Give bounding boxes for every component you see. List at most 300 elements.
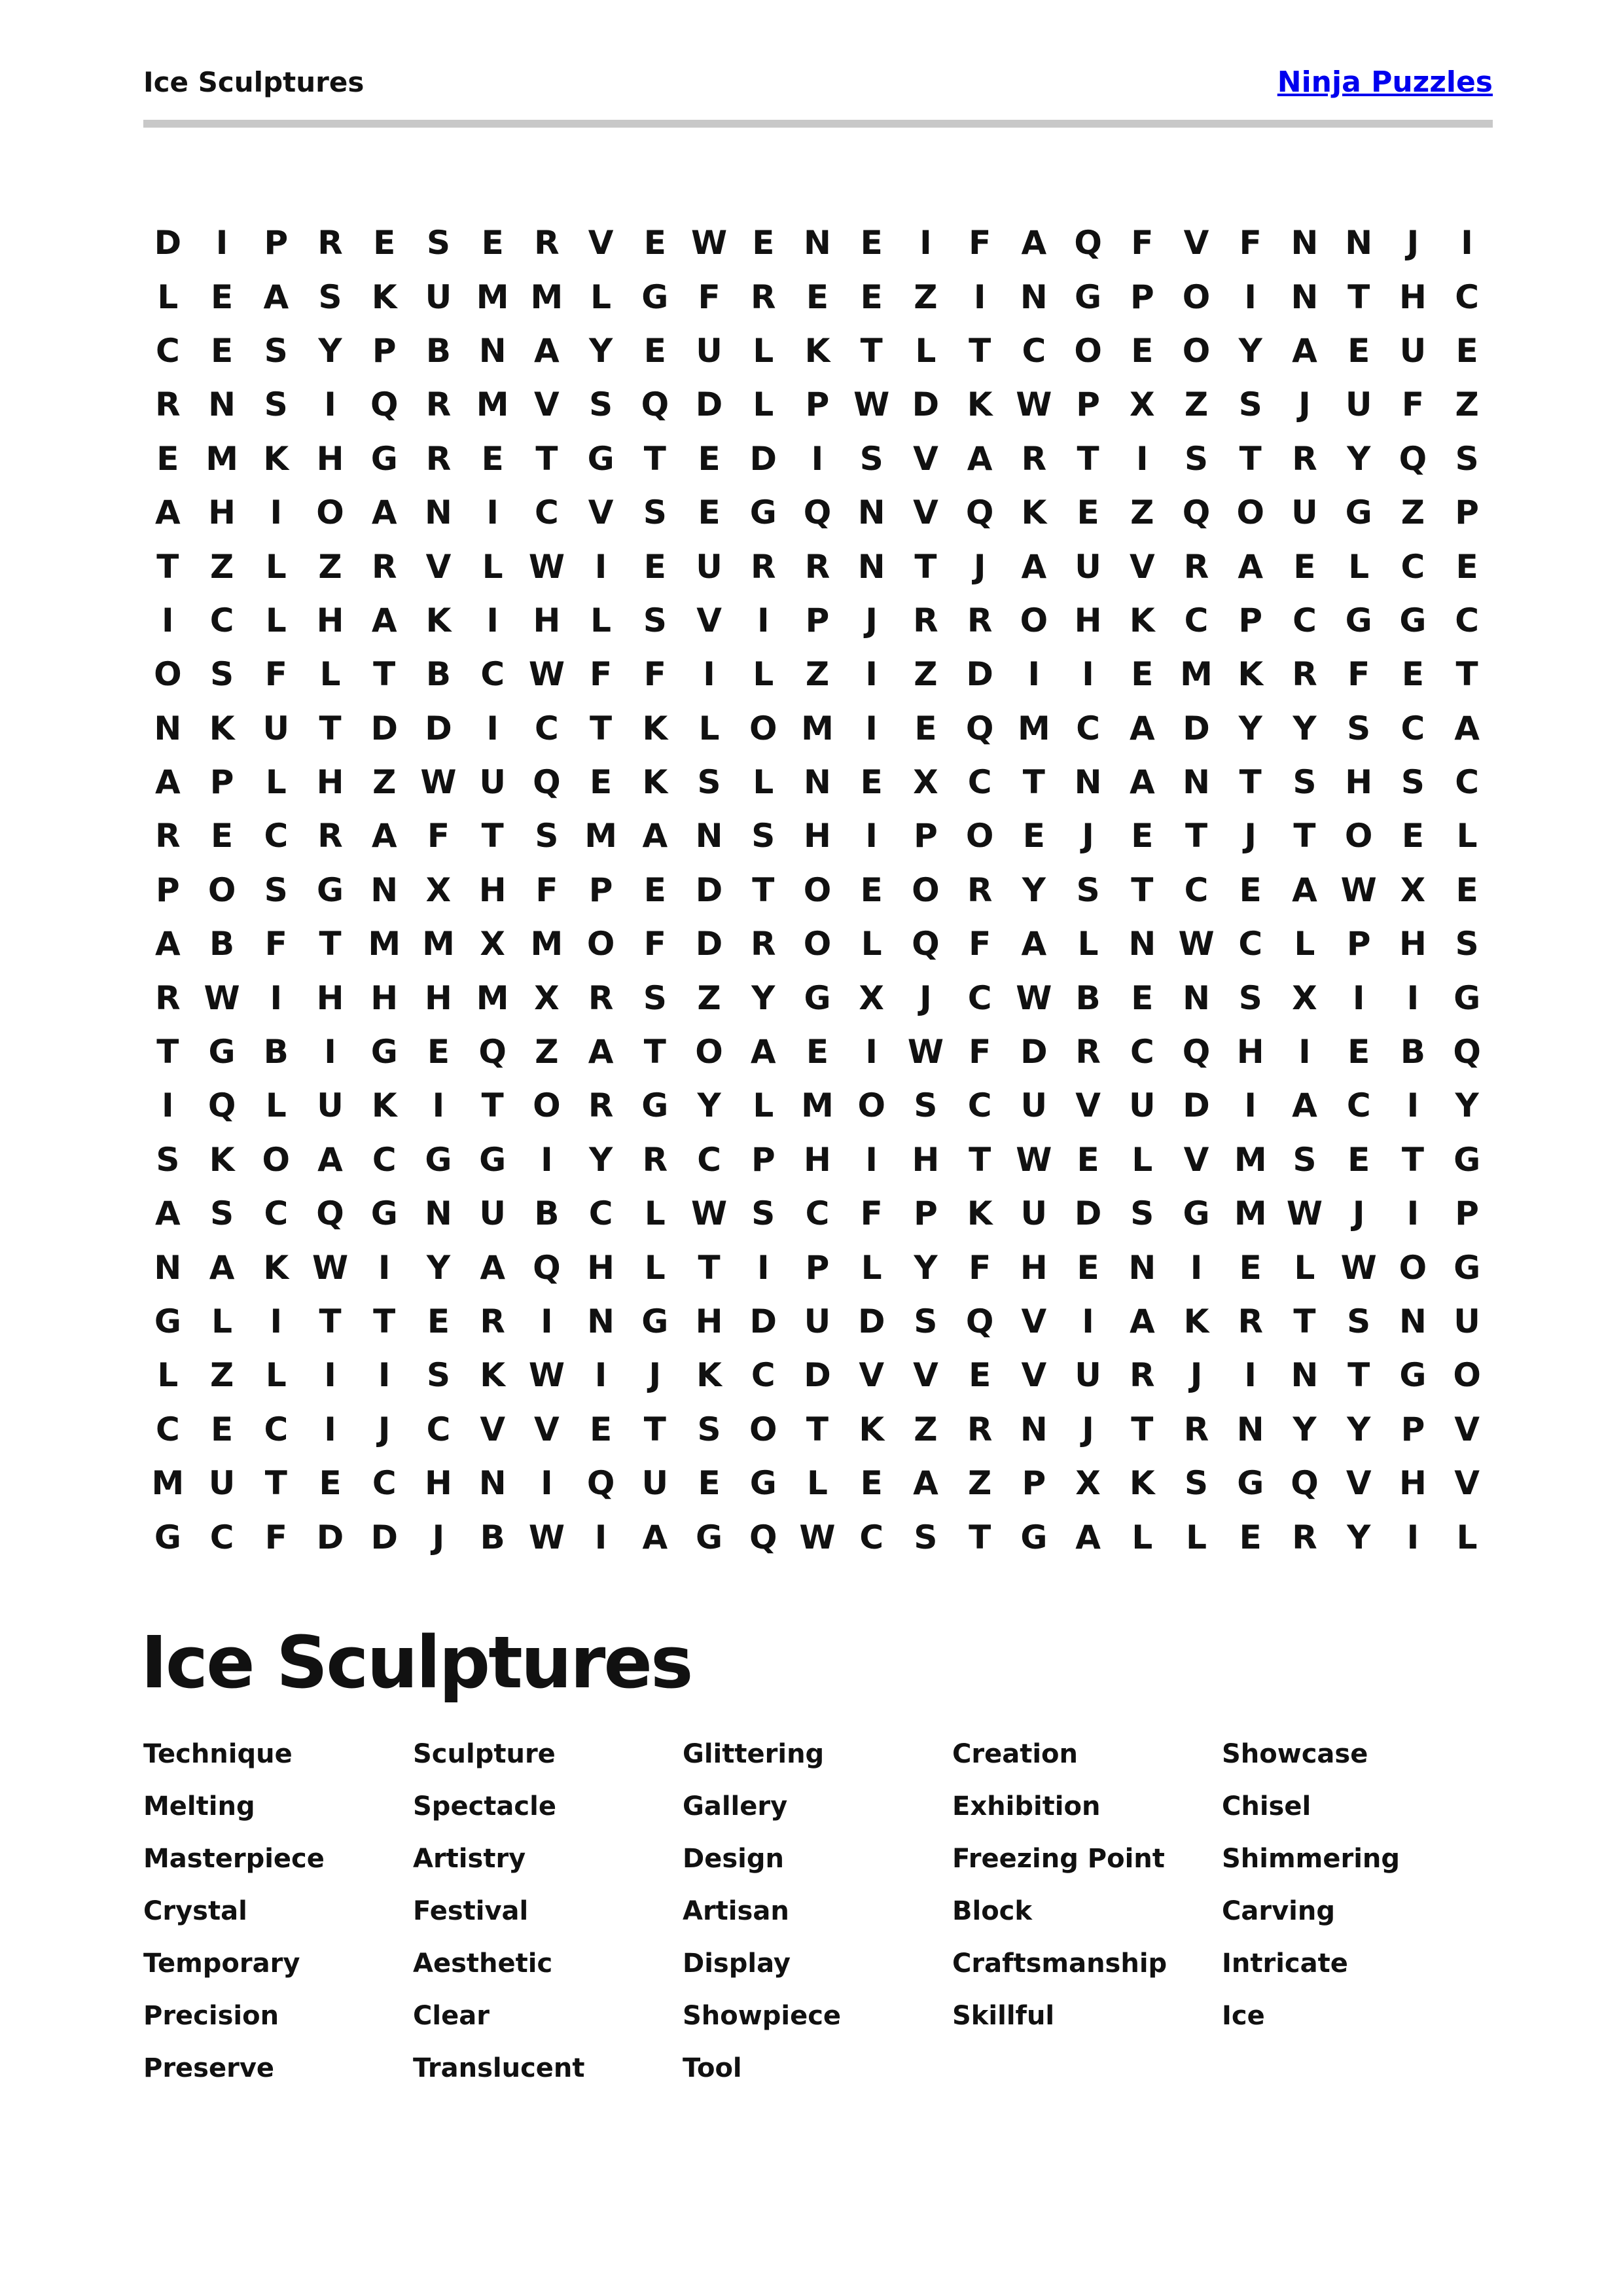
grid-cell: H: [1399, 278, 1427, 316]
grid-cell: J: [919, 978, 932, 1017]
grid-cell: R: [967, 601, 993, 639]
grid-cell: G: [154, 1518, 181, 1556]
grid-cell: U: [1291, 493, 1318, 532]
grid-cell: B: [425, 655, 452, 694]
grid-cell: M: [801, 709, 834, 747]
grid-cell: K: [1021, 493, 1047, 532]
grid-cell: G: [587, 439, 615, 478]
grid-cell: M: [368, 925, 401, 963]
grid-cell: H: [316, 439, 344, 478]
grid-cell: I: [1298, 1033, 1311, 1071]
grid-cell: A: [155, 763, 181, 802]
grid-cell: C: [588, 1194, 613, 1233]
grid-cell: I: [865, 655, 878, 694]
grid-cell: C: [1455, 601, 1479, 639]
grid-cell: X: [1130, 386, 1155, 424]
grid-cell: R: [1021, 439, 1047, 478]
grid-cell: I: [270, 493, 283, 532]
grid-cell: E: [1347, 331, 1370, 370]
grid-cell: T: [1455, 655, 1478, 694]
grid-cell: T: [1239, 439, 1262, 478]
grid-cell: T: [481, 817, 504, 855]
grid-cell: Q: [965, 709, 994, 747]
grid-cell: D: [857, 1302, 885, 1340]
word-column: [1222, 1728, 1491, 2094]
grid-cell: C: [1184, 601, 1209, 639]
grid-cell: G: [749, 493, 777, 532]
grid-cell: I: [324, 1033, 336, 1071]
grid-cell: G: [696, 1518, 723, 1556]
grid-cell: P: [805, 601, 830, 639]
grid-cell: V: [1129, 547, 1155, 586]
grid-cell: L: [1132, 1140, 1153, 1179]
grid-cell: K: [371, 1086, 397, 1125]
grid-cell: H: [370, 978, 399, 1017]
word-list: [143, 1728, 1505, 2094]
grid-cell: K: [804, 331, 830, 370]
grid-cell: F: [643, 655, 666, 694]
word-item: Display: [683, 1948, 791, 1979]
grid-cell: T: [698, 1248, 721, 1287]
grid-cell: Y: [318, 331, 342, 370]
grid-cell: Q: [533, 1248, 561, 1287]
grid-cell: A: [263, 278, 289, 316]
word-item: Sculpture: [413, 1739, 556, 1769]
grid-row: [141, 1348, 1494, 1402]
grid-cell: K: [1129, 601, 1155, 639]
grid-cell: V: [1021, 1356, 1047, 1395]
grid-cell: Y: [1022, 870, 1046, 909]
grid-cell: R: [1075, 1033, 1101, 1071]
grid-cell: A: [1021, 925, 1047, 963]
grid-row: [141, 1240, 1494, 1294]
grid-cell: N: [208, 386, 236, 424]
grid-cell: Z: [1184, 386, 1209, 424]
grid-cell: W: [1340, 870, 1377, 909]
grid-cell: G: [370, 1194, 398, 1233]
grid-cell: K: [209, 1140, 235, 1179]
grid-cell: J: [432, 1518, 445, 1556]
grid-cell: L: [1077, 925, 1099, 963]
grid-cell: N: [1020, 1410, 1048, 1448]
grid-row: [141, 647, 1494, 701]
grid-cell: L: [698, 709, 720, 747]
grid-cell: C: [967, 763, 992, 802]
grid-cell: W: [907, 1033, 944, 1071]
word-item: Artisan: [683, 1896, 789, 1926]
grid-cell: H: [425, 1464, 452, 1503]
grid-cell: T: [1293, 817, 1316, 855]
grid-cell: S: [318, 278, 342, 316]
grid-cell: G: [1399, 601, 1427, 639]
grid-cell: U: [1399, 331, 1427, 370]
grid-cell: E: [319, 1464, 342, 1503]
grid-cell: U: [1075, 1356, 1101, 1395]
grid-cell: A: [371, 601, 397, 639]
grid-cell: G: [425, 1140, 452, 1179]
grid-cell: K: [209, 709, 235, 747]
grid-cell: Y: [751, 978, 776, 1017]
word-item: Freezing Point: [952, 1844, 1165, 1874]
grid-cell: O: [695, 1033, 723, 1071]
grid-row: [141, 432, 1494, 486]
grid-cell: U: [1020, 1194, 1048, 1233]
grid-cell: D: [695, 925, 723, 963]
grid-cell: A: [371, 493, 397, 532]
grid-cell: E: [643, 870, 666, 909]
grid-cell: G: [479, 1140, 507, 1179]
grid-cell: Y: [914, 1248, 938, 1287]
grid-cell: N: [478, 1464, 507, 1503]
grid-cell: L: [753, 1086, 774, 1125]
grid-cell: E: [427, 1033, 450, 1071]
grid-cell: A: [750, 1033, 776, 1071]
grid-cell: O: [1453, 1356, 1481, 1395]
grid-cell: A: [1129, 1302, 1155, 1340]
grid-cell: T: [643, 1410, 666, 1448]
grid-cell: I: [486, 601, 499, 639]
grid-cell: P: [1455, 1194, 1479, 1233]
word-item: Showpiece: [683, 2001, 842, 2031]
grid-cell: Y: [426, 1248, 451, 1287]
grid-cell: A: [967, 439, 993, 478]
grid-cell: F: [969, 224, 991, 262]
grid-cell: C: [426, 1410, 451, 1448]
grid-cell: I: [1027, 655, 1041, 694]
grid-cell: Z: [372, 763, 397, 802]
grid-cell: S: [535, 817, 559, 855]
grid-cell: W: [799, 1518, 836, 1556]
grid-cell: H: [425, 978, 452, 1017]
grid-cell: R: [1130, 1356, 1155, 1395]
grid-cell: Q: [1182, 493, 1211, 532]
grid-cell: V: [425, 547, 452, 586]
grid-cell: E: [590, 1410, 613, 1448]
grid-cell: A: [1129, 709, 1155, 747]
grid-row: [141, 1187, 1494, 1240]
grid-cell: G: [804, 978, 831, 1017]
grid-cell: Y: [589, 1140, 613, 1179]
grid-cell: I: [594, 1518, 607, 1556]
grid-cell: R: [804, 547, 830, 586]
grid-cell: E: [211, 278, 234, 316]
grid-row: [141, 1079, 1494, 1132]
grid-cell: I: [757, 1248, 770, 1287]
grid-cell: C: [1455, 278, 1479, 316]
grid-cell: D: [154, 224, 182, 262]
grid-cell: I: [486, 709, 499, 747]
grid-cell: D: [1183, 1086, 1210, 1125]
grid-cell: Q: [207, 1086, 236, 1125]
grid-cell: A: [642, 817, 668, 855]
grid-cell: I: [1082, 655, 1094, 694]
word-column: [952, 1728, 1222, 2094]
grid-cell: S: [426, 224, 450, 262]
grid-cell: I: [270, 1302, 283, 1340]
grid-cell: H: [208, 493, 236, 532]
grid-cell: E: [156, 439, 179, 478]
grid-cell: X: [1292, 978, 1317, 1017]
grid-cell: I: [541, 1140, 553, 1179]
grid-cell: M: [151, 1464, 185, 1503]
grid-cell: I: [1352, 978, 1365, 1017]
grid-cell: P: [805, 386, 830, 424]
grid-cell: E: [1131, 655, 1154, 694]
grid-cell: D: [370, 709, 398, 747]
grid-cell: P: [588, 870, 613, 909]
grid-cell: R: [317, 817, 343, 855]
grid-cell: T: [643, 1033, 666, 1071]
ninja-puzzles-link[interactable]: Ninja Puzzles: [1277, 65, 1493, 99]
grid-cell: K: [642, 763, 668, 802]
grid-cell: S: [210, 1194, 234, 1233]
grid-cell: Q: [1453, 1033, 1481, 1071]
grid-cell: W: [1016, 978, 1052, 1017]
grid-cell: L: [265, 601, 287, 639]
grid-row: [141, 270, 1494, 323]
grid-cell: E: [1455, 870, 1478, 909]
grid-cell: L: [482, 547, 503, 586]
word-item: Glittering: [683, 1739, 825, 1769]
grid-cell: K: [263, 439, 289, 478]
grid-cell: E: [860, 278, 883, 316]
grid-cell: U: [479, 763, 506, 802]
grid-cell: I: [1082, 1302, 1094, 1340]
grid-cell: C: [264, 1194, 289, 1233]
grid-cell: R: [642, 1140, 668, 1179]
grid-cell: E: [1455, 331, 1478, 370]
grid-cell: A: [371, 817, 397, 855]
grid-cell: Z: [805, 655, 830, 694]
grid-cell: Z: [209, 547, 234, 586]
grid-cell: K: [263, 1248, 289, 1287]
grid-cell: B: [1075, 978, 1101, 1017]
grid-cell: Y: [1238, 709, 1262, 747]
grid-cell: U: [1454, 1302, 1480, 1340]
grid-cell: E: [1347, 1140, 1370, 1179]
grid-cell: D: [695, 386, 723, 424]
grid-cell: P: [1455, 493, 1479, 532]
grid-cell: U: [641, 1464, 669, 1503]
grid-cell: I: [594, 1356, 607, 1395]
grid-cell: S: [1130, 1194, 1154, 1233]
grid-cell: F: [698, 278, 721, 316]
grid-cell: A: [155, 493, 181, 532]
grid-cell: E: [1077, 1248, 1099, 1287]
grid-cell: E: [590, 763, 613, 802]
grid-cell: E: [860, 224, 883, 262]
grid-cell: N: [1399, 1302, 1427, 1340]
grid-cell: X: [1075, 1464, 1101, 1503]
grid-cell: I: [324, 1356, 336, 1395]
grid-cell: A: [1292, 1086, 1317, 1125]
grid-cell: H: [316, 763, 344, 802]
grid-row: [141, 863, 1494, 917]
grid-cell: M: [584, 817, 617, 855]
grid-cell: A: [1021, 224, 1047, 262]
grid-cell: J: [1352, 1194, 1365, 1233]
grid-cell: G: [1454, 978, 1481, 1017]
grid-cell: T: [643, 439, 666, 478]
grid-cell: C: [480, 655, 505, 694]
grid-cell: S: [210, 655, 234, 694]
grid-cell: G: [749, 1464, 777, 1503]
grid-cell: H: [587, 1248, 615, 1287]
grid-cell: C: [1455, 763, 1479, 802]
grid-cell: J: [1190, 1356, 1203, 1395]
grid-cell: I: [378, 1356, 391, 1395]
grid-cell: T: [373, 655, 396, 694]
word-item: Temporary: [143, 1948, 300, 1979]
grid-cell: Z: [1130, 493, 1154, 532]
grid-cell: E: [481, 439, 504, 478]
grid-cell: E: [969, 1356, 991, 1395]
grid-cell: V: [1021, 1302, 1047, 1340]
grid-cell: V: [534, 386, 560, 424]
grid-cell: Z: [1400, 493, 1425, 532]
grid-cell: E: [860, 870, 883, 909]
grid-cell: C: [697, 1140, 721, 1179]
grid-cell: K: [859, 1410, 885, 1448]
grid-cell: E: [373, 224, 396, 262]
grid-cell: L: [1456, 817, 1478, 855]
grid-cell: B: [263, 1033, 289, 1071]
grid-cell: V: [534, 1410, 560, 1448]
grid-cell: N: [425, 1194, 452, 1233]
grid-cell: S: [643, 493, 667, 532]
grid-cell: E: [914, 709, 937, 747]
grid-cell: C: [1400, 709, 1425, 747]
grid-cell: L: [1456, 1518, 1478, 1556]
grid-cell: X: [425, 870, 452, 909]
grid-cell: Q: [586, 1464, 615, 1503]
grid-cell: O: [857, 1086, 885, 1125]
grid-cell: O: [1182, 331, 1211, 370]
grid-cell: S: [914, 1086, 938, 1125]
grid-cell: C: [372, 1464, 397, 1503]
word-item: Translucent: [413, 2053, 585, 2083]
word-item: Clear: [413, 2001, 490, 2031]
grid-cell: N: [1183, 763, 1210, 802]
grid-cell: P: [1346, 925, 1371, 963]
grid-cell: H: [316, 601, 344, 639]
grid-cell: V: [859, 1356, 885, 1395]
grid-cell: L: [211, 1302, 233, 1340]
grid-cell: L: [1132, 1518, 1153, 1556]
grid-cell: T: [319, 1302, 342, 1340]
grid-cell: I: [432, 1086, 445, 1125]
grid-cell: P: [209, 763, 234, 802]
grid-cell: W: [1016, 1140, 1052, 1179]
grid-cell: N: [1128, 1248, 1156, 1287]
grid-cell: P: [1400, 1410, 1425, 1448]
grid-row: [141, 971, 1494, 1024]
grid-cell: T: [590, 709, 613, 747]
grid-cell: X: [1400, 870, 1426, 909]
grid-cell: S: [264, 870, 288, 909]
grid-cell: R: [371, 547, 397, 586]
grid-cell: U: [804, 1302, 831, 1340]
grid-cell: V: [588, 493, 614, 532]
grid-cell: E: [1131, 331, 1154, 370]
grid-cell: L: [644, 1248, 666, 1287]
grid-cell: H: [804, 1140, 831, 1179]
grid-cell: R: [425, 386, 452, 424]
grid-cell: X: [859, 978, 884, 1017]
grid-cell: Z: [914, 655, 938, 694]
grid-cell: S: [914, 1302, 938, 1340]
grid-cell: N: [370, 870, 399, 909]
grid-cell: K: [1183, 1302, 1209, 1340]
grid-cell: Y: [1455, 1086, 1479, 1125]
grid-cell: Q: [803, 493, 832, 532]
grid-cell: V: [1346, 1464, 1372, 1503]
grid-cell: T: [1131, 870, 1154, 909]
grid-cell: O: [965, 817, 994, 855]
grid-cell: G: [1345, 601, 1372, 639]
grid-cell: N: [695, 817, 723, 855]
grid-cell: K: [967, 386, 993, 424]
grid-cell: T: [969, 1518, 991, 1556]
grid-cell: R: [1292, 1518, 1317, 1556]
grid-cell: Q: [965, 493, 994, 532]
grid-cell: S: [426, 1356, 450, 1395]
word-item: Masterpiece: [143, 1844, 325, 1874]
word-item: Artistry: [413, 1844, 526, 1874]
grid-cell: C: [372, 1140, 397, 1179]
grid-cell: W: [420, 763, 457, 802]
grid-cell: C: [1076, 709, 1100, 747]
grid-cell: F: [860, 1194, 883, 1233]
grid-cell: R: [480, 1302, 505, 1340]
grid-cell: G: [1454, 1248, 1481, 1287]
grid-cell: T: [264, 1464, 287, 1503]
grid-cell: L: [265, 763, 287, 802]
grid-cell: S: [156, 1140, 180, 1179]
grid-cell: S: [751, 817, 776, 855]
grid-cell: I: [1190, 1248, 1203, 1287]
grid-cell: Q: [478, 1033, 507, 1071]
grid-cell: V: [1183, 1140, 1209, 1179]
grid-cell: W: [528, 1518, 565, 1556]
grid-row: [141, 1295, 1494, 1348]
grid-cell: P: [751, 1140, 776, 1179]
grid-cell: P: [264, 224, 289, 262]
grid-cell: T: [373, 1302, 396, 1340]
grid-cell: V: [913, 493, 938, 532]
grid-cell: A: [1292, 870, 1317, 909]
word-item: Chisel: [1222, 1791, 1311, 1821]
grid-cell: E: [698, 1464, 721, 1503]
grid-cell: G: [641, 1302, 669, 1340]
grid-cell: I: [865, 1140, 878, 1179]
grid-cell: R: [155, 386, 181, 424]
grid-cell: Y: [1293, 1410, 1317, 1448]
grid-row: [141, 917, 1494, 971]
grid-cell: D: [370, 1518, 398, 1556]
grid-cell: H: [1020, 1248, 1048, 1287]
grid-cell: F: [969, 1248, 991, 1287]
grid-cell: F: [1239, 224, 1262, 262]
word-item: Crystal: [143, 1896, 247, 1926]
grid-cell: U: [479, 1194, 506, 1233]
grid-cell: M: [1234, 1140, 1267, 1179]
grid-cell: C: [859, 1518, 884, 1556]
grid-cell: C: [1238, 925, 1263, 963]
grid-cell: H: [912, 1140, 940, 1179]
grid-cell: E: [860, 763, 883, 802]
grid-cell: D: [695, 870, 723, 909]
